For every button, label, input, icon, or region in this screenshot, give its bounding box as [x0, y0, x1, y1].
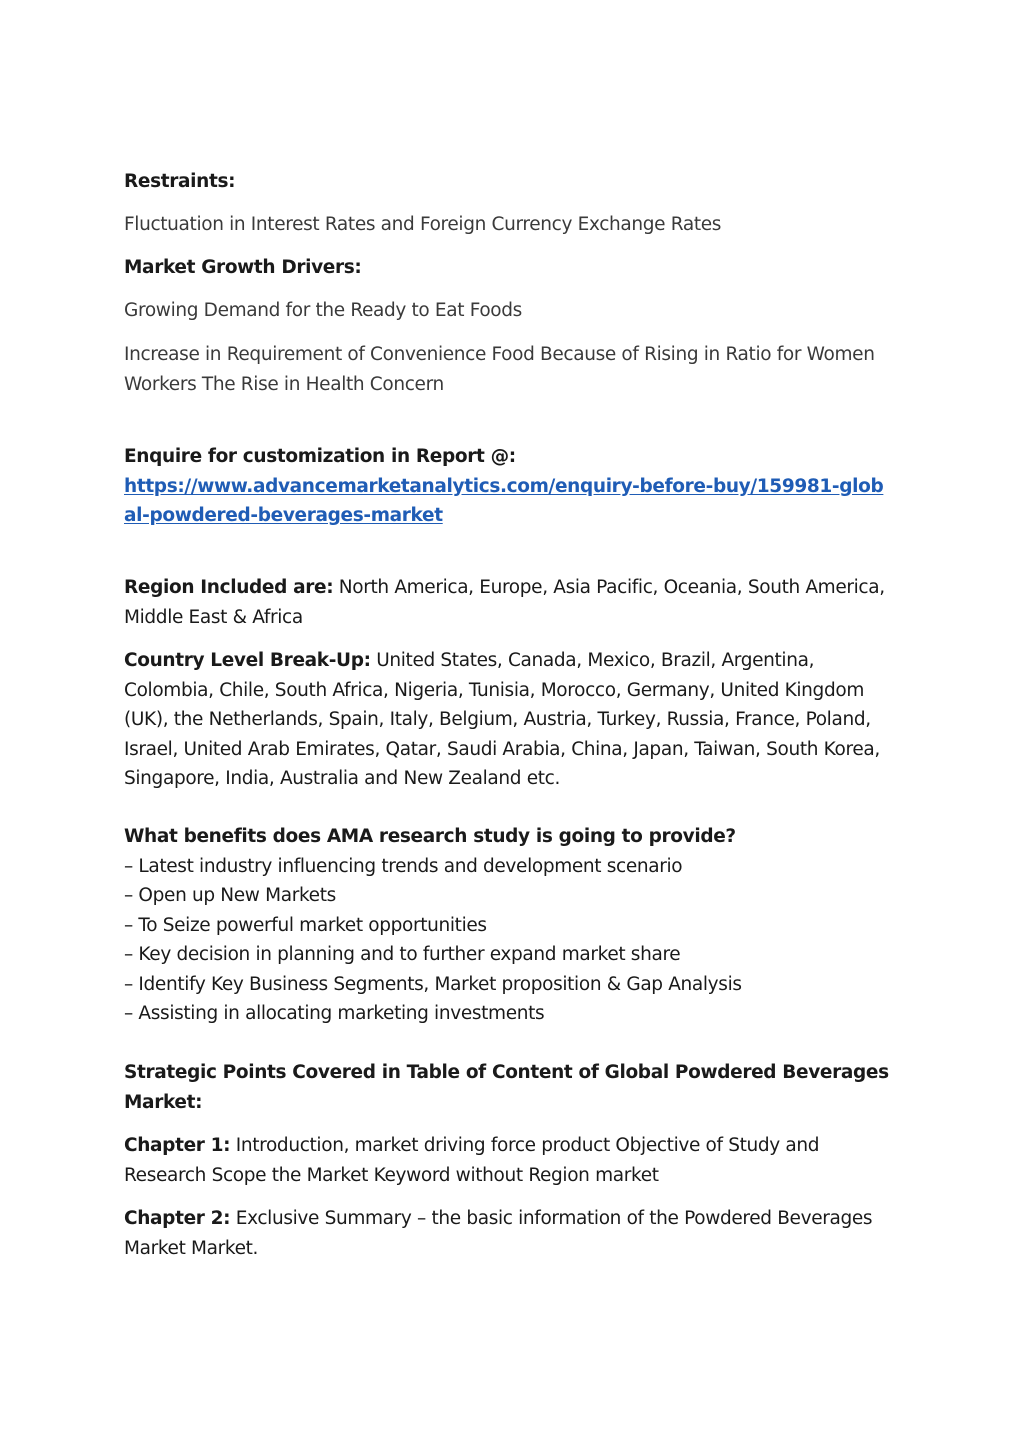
benefits-heading: What benefits does AMA research study is going to provide?: [124, 826, 736, 847]
list-item: – To Seize powerful market opportunities: [124, 914, 487, 936]
growth-driver-item: Growing Demand for the Ready to Eat Foods: [124, 300, 522, 321]
regions-text: North America, Europe, Asia Pacific, Oceania, South America, Middle East & Africa: [124, 577, 885, 628]
list-item: – Key decision in planning and to further expand market share: [124, 944, 681, 965]
regions-paragraph: [124, 573, 899, 632]
countries-text: United States, Canada, Mexico, Brazil, Argentina, Colombia, Chile, South Africa, Nigeria, Tunisia, Morocco, Germany, United Kingdom (UK), the Netherlands, Spain, Italy, Belgium, Austria, Turkey, Russia, France, Poland, Israel, United Arab Emirates, Qatar, Saudi Arabia, China, Japan, Taiwan, South Korea, Singapore, India, Australia and New Zealand etc.: [124, 650, 880, 789]
chapter-text: Exclusive Summary – the basic information of the Powdered Beverages Market Market.: [124, 1208, 873, 1259]
chapter-text: Introduction, market driving force product Objective of Study and Research Scope the Market Keyword without Region market: [124, 1135, 820, 1186]
growth-drivers-heading: Market Growth Drivers:: [124, 257, 362, 278]
benefits-list: [124, 852, 899, 1029]
regions-label: Region Included are:: [124, 577, 334, 598]
benefits-section: [124, 822, 899, 1029]
restraints-item: Fluctuation in Interest Rates and Foreign Currency Exchange Rates: [124, 214, 722, 235]
toc-heading: Strategic Points Covered in Table of Content of Global Powdered Beverages Market:: [124, 1062, 889, 1113]
chapter-paragraph: [124, 1131, 899, 1190]
restraints-heading: Restraints:: [124, 171, 236, 192]
countries-paragraph: [124, 646, 899, 794]
list-item: – Assisting in allocating marketing investments: [124, 1003, 545, 1024]
list-item: – Latest industry influencing trends and development scenario: [124, 855, 683, 877]
enquiry-link[interactable]: https://www.advancemarketanalytics.com/enquiry-before-buy/159981-global-powdered-beverages-market: [124, 475, 884, 526]
enquiry-heading: Enquire for customization in Report @:: [124, 446, 516, 467]
list-item: – Identify Key Business Segments, Market proposition & Gap Analysis: [124, 973, 742, 995]
growth-driver-item: Increase in Requirement of Convenience Food Because of Rising in Ratio for Women Workers The Rise in Health Concern: [124, 344, 875, 395]
chapter-paragraph: [124, 1204, 899, 1263]
countries-label: Country Level Break-Up:: [124, 650, 371, 671]
list-item: – Open up New Markets: [124, 885, 336, 906]
chapter-label: Chapter 2:: [124, 1208, 231, 1229]
enquiry-section: [124, 442, 899, 531]
chapter-label: Chapter 1:: [124, 1135, 231, 1156]
